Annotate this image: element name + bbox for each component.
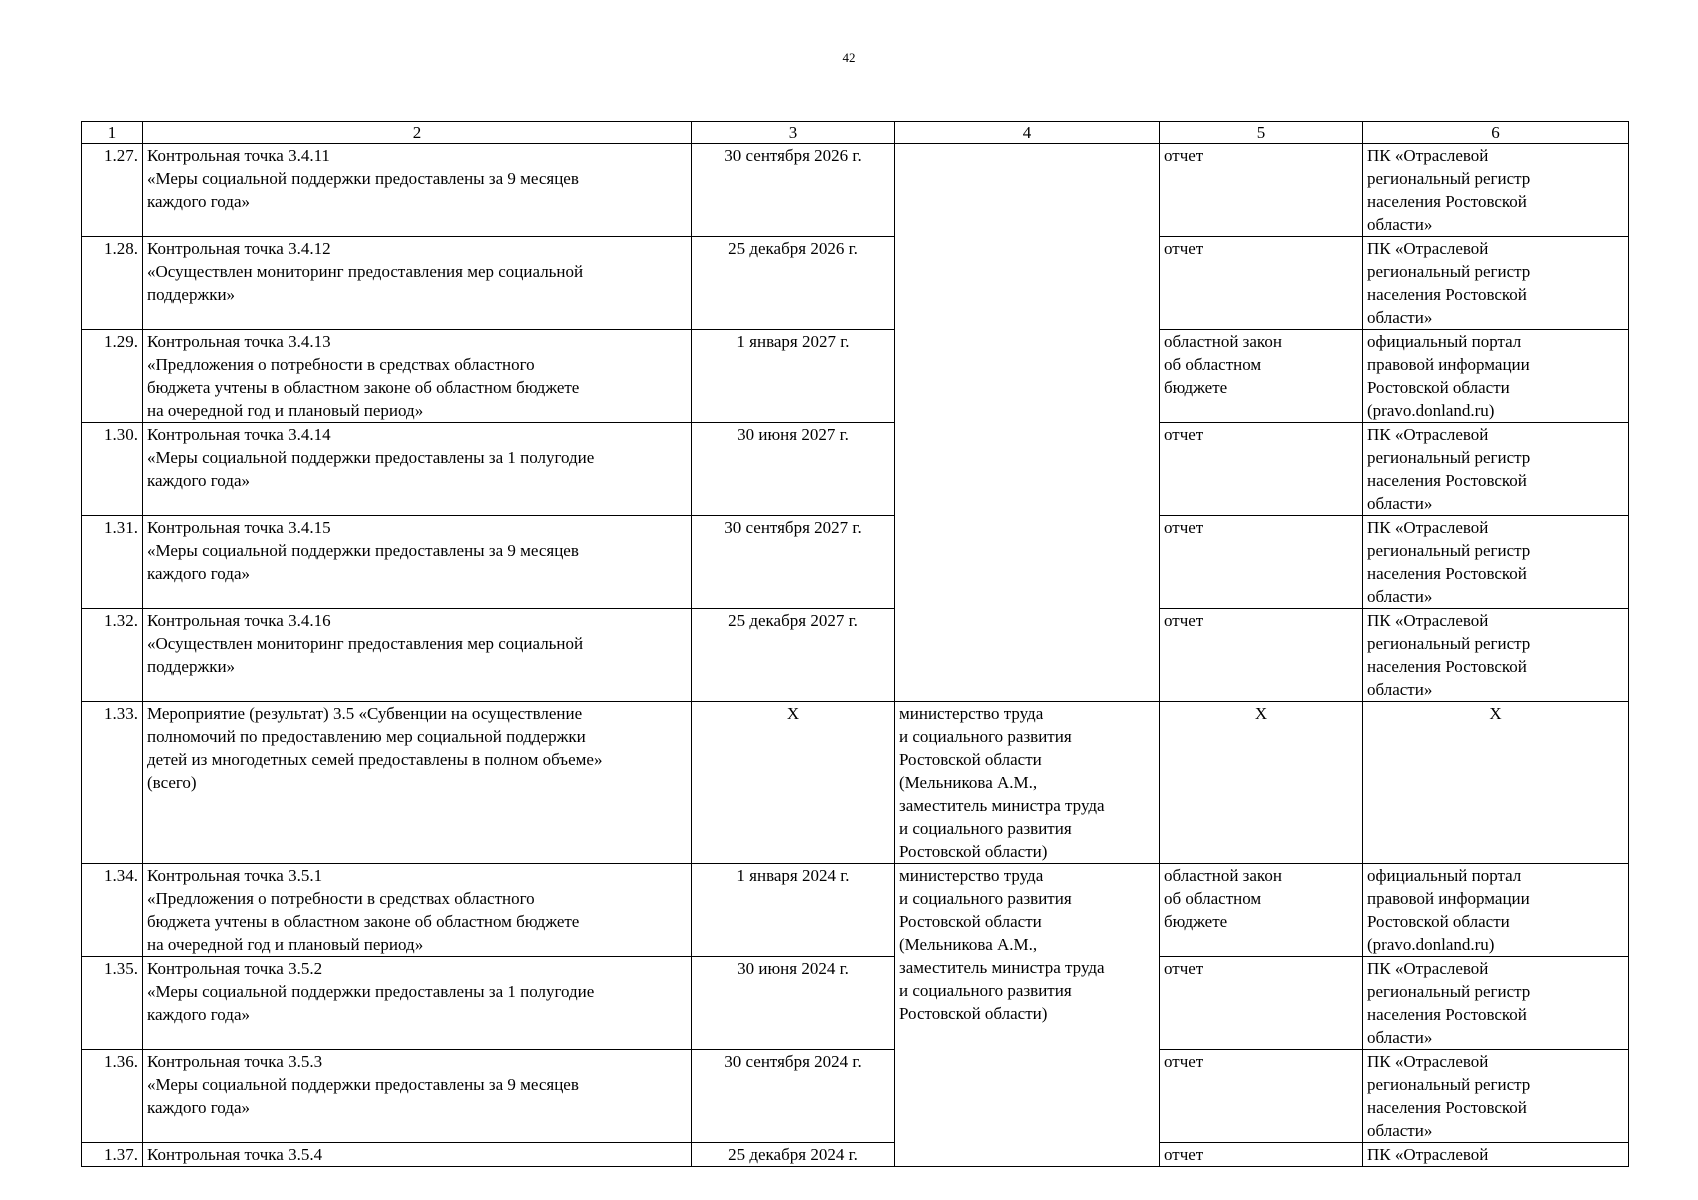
information-line: официальный портал — [1367, 332, 1522, 351]
description-line: Контрольная точка 3.4.13 — [147, 332, 331, 351]
information-line: Ростовской области — [1367, 378, 1510, 397]
information-line: населения Ростовской — [1367, 564, 1527, 583]
row-information-system — [1363, 864, 1629, 957]
row-number: 1.34. — [82, 864, 143, 957]
column-header: 2 — [143, 122, 692, 144]
description-line: каждого года» — [147, 1005, 250, 1024]
description-line: на очередной год и плановый период» — [147, 401, 424, 420]
row-document-type — [1160, 423, 1363, 516]
row-description — [143, 864, 692, 957]
information-line: населения Ростовской — [1367, 471, 1527, 490]
row-description — [143, 237, 692, 330]
row-deadline: 30 сентября 2027 г. — [692, 516, 895, 609]
information-line: региональный регистр — [1367, 1075, 1531, 1094]
information-line: региональный регистр — [1367, 982, 1531, 1001]
row-number: 1.33. — [82, 702, 143, 864]
row-deadline: 1 января 2024 г. — [692, 864, 895, 957]
description-line: Контрольная точка 3.4.11 — [147, 146, 330, 165]
table-row — [82, 330, 1629, 423]
description-line: Контрольная точка 3.5.4 — [147, 1145, 323, 1164]
table-row — [82, 237, 1629, 330]
table-row — [82, 423, 1629, 516]
row-description — [143, 957, 692, 1050]
row-deadline: 30 июня 2027 г. — [692, 423, 895, 516]
description-line: «Меры социальной поддержки предоставлены за 9 месяцев — [147, 169, 579, 188]
information-line: области» — [1367, 494, 1433, 513]
row-deadline: 25 декабря 2027 г. — [692, 609, 895, 702]
information-line: правовой информации — [1367, 889, 1530, 908]
information-line: населения Ростовской — [1367, 657, 1527, 676]
description-line: «Меры социальной поддержки предоставлены за 1 полугодие — [147, 448, 595, 467]
row-deadline: X — [692, 702, 895, 864]
row-responsible — [895, 702, 1160, 864]
column-header: 5 — [1160, 122, 1363, 144]
row-document-type — [1160, 1143, 1363, 1167]
information-line: области» — [1367, 680, 1433, 699]
description-line: «Осуществлен мониторинг предоставления мер социальной — [147, 262, 584, 281]
document-line: бюджете — [1164, 912, 1228, 931]
row-number: 1.36. — [82, 1050, 143, 1143]
information-line: региональный регистр — [1367, 169, 1531, 188]
column-header: 3 — [692, 122, 895, 144]
row-description — [143, 330, 692, 423]
description-line: Контрольная точка 3.4.15 — [147, 518, 331, 537]
information-line: (pravo.donland.ru) — [1367, 401, 1495, 420]
table-row — [82, 864, 1629, 957]
responsible-line: Ростовской области) — [899, 842, 1048, 861]
row-information-system — [1363, 609, 1629, 702]
description-line: Контрольная точка 3.4.14 — [147, 425, 331, 444]
table-row — [82, 1143, 1629, 1167]
row-document-type — [1160, 609, 1363, 702]
responsible-line: и социального развития — [899, 889, 1072, 908]
description-line: Контрольная точка 3.5.1 — [147, 866, 323, 885]
table-row — [82, 144, 1629, 237]
information-line: региональный регистр — [1367, 541, 1531, 560]
responsible-line: и социального развития — [899, 727, 1072, 746]
information-line: ПК «Отраслевой — [1367, 959, 1489, 978]
row-description — [143, 144, 692, 237]
row-description — [143, 702, 692, 864]
information-line: населения Ростовской — [1367, 285, 1527, 304]
document-line: отчет — [1164, 1052, 1204, 1071]
responsible-line: министерство труда — [899, 704, 1044, 723]
row-document-type — [1160, 957, 1363, 1050]
row-responsible — [895, 144, 1160, 702]
row-responsible — [895, 864, 1160, 1167]
information-line: населения Ростовской — [1367, 1005, 1527, 1024]
row-number: 1.32. — [82, 609, 143, 702]
responsible-line: заместитель министра труда — [899, 796, 1105, 815]
information-line: официальный портал — [1367, 866, 1522, 885]
row-information-system — [1363, 957, 1629, 1050]
document-line: отчет — [1164, 425, 1204, 444]
document-line: отчет — [1164, 518, 1204, 537]
table-row — [82, 516, 1629, 609]
description-line: каждого года» — [147, 471, 250, 490]
description-line: «Меры социальной поддержки предоставлены за 9 месяцев — [147, 1075, 579, 1094]
row-document-type — [1160, 330, 1363, 423]
column-header: 6 — [1363, 122, 1629, 144]
document-line: областной закон — [1164, 332, 1282, 351]
description-line: Контрольная точка 3.4.16 — [147, 611, 331, 630]
information-line: населения Ростовской — [1367, 192, 1527, 211]
description-line: «Меры социальной поддержки предоставлены за 1 полугодие — [147, 982, 595, 1001]
description-line: бюджета учтены в областном законе об областном бюджете — [147, 378, 580, 397]
information-line: (pravo.donland.ru) — [1367, 935, 1495, 954]
row-document-type — [1160, 237, 1363, 330]
document-line: отчет — [1164, 146, 1204, 165]
row-information-system — [1363, 237, 1629, 330]
responsible-line: и социального развития — [899, 819, 1072, 838]
information-line: области» — [1367, 215, 1433, 234]
information-line: ПК «Отраслевой — [1367, 239, 1489, 258]
information-line: ПК «Отраслевой — [1367, 1052, 1489, 1071]
responsible-line: Ростовской области — [899, 750, 1042, 769]
description-line: детей из многодетных семей предоставлены в полном объеме» — [147, 750, 603, 769]
row-deadline: 1 января 2027 г. — [692, 330, 895, 423]
information-line: ПК «Отраслевой — [1367, 1145, 1489, 1164]
row-number: 1.37. — [82, 1143, 143, 1167]
row-description — [143, 1050, 692, 1143]
information-line: региональный регистр — [1367, 634, 1531, 653]
document-line: отчет — [1164, 1145, 1204, 1164]
information-line: ПК «Отраслевой — [1367, 518, 1489, 537]
table-row — [82, 702, 1629, 864]
responsible-line: Ростовской области — [899, 912, 1042, 931]
document-line: X — [1254, 704, 1268, 723]
table-header-row — [82, 122, 1629, 144]
responsible-line: Ростовской области) — [899, 1004, 1048, 1023]
document-line: областной закон — [1164, 866, 1282, 885]
description-line: Мероприятие (результат) 3.5 «Субвенции на осуществление — [147, 704, 583, 723]
information-line: области» — [1367, 308, 1433, 327]
description-line: Контрольная точка 3.5.3 — [147, 1052, 323, 1071]
information-line: ПК «Отраслевой — [1367, 611, 1489, 630]
description-line: каждого года» — [147, 564, 250, 583]
row-information-system — [1363, 516, 1629, 609]
row-deadline: 25 декабря 2026 г. — [692, 237, 895, 330]
row-information-system — [1363, 1143, 1629, 1167]
row-information-system — [1363, 330, 1629, 423]
responsible-line: (Мельникова А.М., — [899, 773, 1038, 792]
description-line: «Осуществлен мониторинг предоставления мер социальной — [147, 634, 584, 653]
responsible-line: и социального развития — [899, 981, 1072, 1000]
column-header: 4 — [895, 122, 1160, 144]
table-row — [82, 1050, 1629, 1143]
information-line: области» — [1367, 1028, 1433, 1047]
row-description — [143, 516, 692, 609]
description-line: на очередной год и плановый период» — [147, 935, 424, 954]
row-information-system — [1363, 1050, 1629, 1143]
row-information-system — [1363, 423, 1629, 516]
row-information-system — [1363, 702, 1629, 864]
information-line: ПК «Отраслевой — [1367, 425, 1489, 444]
information-line: Ростовской области — [1367, 912, 1510, 931]
description-line: Контрольная точка 3.5.2 — [147, 959, 323, 978]
information-line: региональный регистр — [1367, 448, 1531, 467]
row-deadline: 25 декабря 2024 г. — [692, 1143, 895, 1167]
description-line: Контрольная точка 3.4.12 — [147, 239, 331, 258]
information-line: населения Ростовской — [1367, 1098, 1527, 1117]
information-line: региональный регистр — [1367, 262, 1531, 281]
document-line: отчет — [1164, 239, 1204, 258]
row-deadline: 30 сентября 2026 г. — [692, 144, 895, 237]
information-line: области» — [1367, 1121, 1433, 1140]
row-deadline: 30 сентября 2024 г. — [692, 1050, 895, 1143]
description-line: «Предложения о потребности в средствах областного — [147, 355, 535, 374]
row-number: 1.31. — [82, 516, 143, 609]
row-document-type — [1160, 702, 1363, 864]
description-line: поддержки» — [147, 285, 236, 304]
document-line: отчет — [1164, 611, 1204, 630]
description-line: «Меры социальной поддержки предоставлены за 9 месяцев — [147, 541, 579, 560]
row-information-system — [1363, 144, 1629, 237]
row-document-type — [1160, 144, 1363, 237]
table-row — [82, 609, 1629, 702]
row-deadline: 30 июня 2024 г. — [692, 957, 895, 1050]
document-line: об областном — [1164, 355, 1262, 374]
row-number: 1.27. — [82, 144, 143, 237]
description-line: бюджета учтены в областном законе об областном бюджете — [147, 912, 580, 931]
column-header: 1 — [82, 122, 143, 144]
page-number: 42 — [842, 50, 856, 65]
row-document-type — [1160, 1050, 1363, 1143]
information-line: ПК «Отраслевой — [1367, 146, 1489, 165]
description-line: каждого года» — [147, 192, 250, 211]
description-line: поддержки» — [147, 657, 236, 676]
table-row — [82, 957, 1629, 1050]
row-document-type — [1160, 516, 1363, 609]
row-number: 1.30. — [82, 423, 143, 516]
description-line: каждого года» — [147, 1098, 250, 1117]
document-line: об областном — [1164, 889, 1262, 908]
document-line: отчет — [1164, 959, 1204, 978]
row-number: 1.28. — [82, 237, 143, 330]
document-line: бюджете — [1164, 378, 1228, 397]
row-number: 1.29. — [82, 330, 143, 423]
responsible-line: (Мельникова А.М., — [899, 935, 1038, 954]
row-number: 1.35. — [82, 957, 143, 1050]
description-line: «Предложения о потребности в средствах областного — [147, 889, 535, 908]
responsible-line: министерство труда — [899, 866, 1044, 885]
row-document-type — [1160, 864, 1363, 957]
information-line: правовой информации — [1367, 355, 1530, 374]
information-line: X — [1489, 704, 1502, 723]
row-description — [143, 423, 692, 516]
row-description — [143, 1143, 692, 1167]
description-line: полномочий по предоставлению мер социальной поддержки — [147, 727, 586, 746]
responsible-line: заместитель министра труда — [899, 958, 1105, 977]
description-line: (всего) — [147, 773, 197, 792]
row-description — [143, 609, 692, 702]
control-points-table — [81, 121, 1629, 1167]
information-line: области» — [1367, 587, 1433, 606]
